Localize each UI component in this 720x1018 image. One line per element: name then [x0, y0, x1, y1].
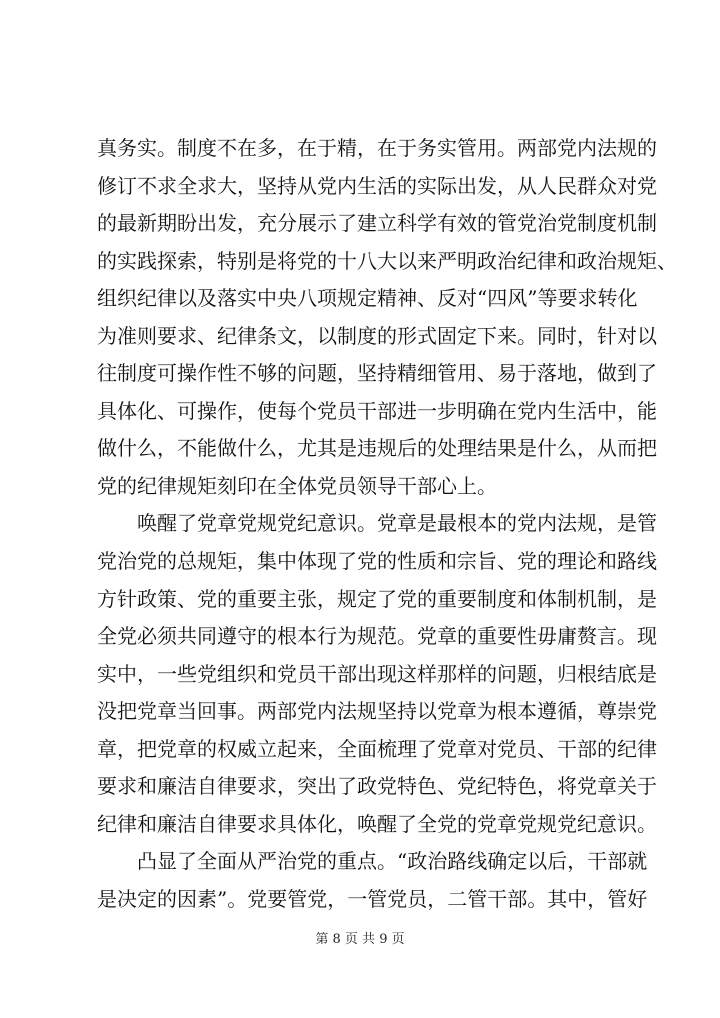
text-line: 为准则要求、纪律条文，以制度的形式固定下来。同时，针对以: [97, 323, 657, 348]
text-line: 实中，一些党组织和党员干部出现这样那样的问题，归根结底是: [97, 661, 657, 686]
body-text: [97, 130, 677, 918]
text-line: 真务实。制度不在多，在于精，在于务实管用。两部党内法规的: [97, 136, 657, 160]
text-line: 具体化、可操作，使每个党员干部进一步明确在党内生活中，能: [97, 398, 657, 423]
text-line: 组织纪律以及落实中央八项规定精神、反对“四风”等要求转化: [97, 286, 638, 311]
text-line: 没把党章当回事。两部党内法规坚持以党章为根本遵循，尊崇党: [97, 699, 657, 724]
text-line: 做什么，不能做什么，尤其是违规后的处理结果是什么，从而把: [97, 436, 657, 461]
text-line: 纪律和廉洁自律要求具体化，唤醒了全党的党章党规党纪意识。: [97, 811, 657, 836]
text-line: 章，把党章的权威立起来，全面梳理了党章对党员、干部的纪律: [97, 736, 657, 761]
text-line: 方针政策、党的重要主张，规定了党的重要制度和体制机制，是: [97, 586, 657, 611]
text-line: 的实践探索，特别是将党的十八大以来严明政治纪律和政治规矩、: [97, 248, 677, 273]
text-line: 凸显了全面从严治党的重点。“政治路线确定以后，干部就: [97, 849, 648, 874]
text-line: 全党必须共同遵守的根本行为规范。党章的重要性毋庸赘言。现: [97, 624, 657, 649]
text-line: 唤醒了党章党规党纪意识。党章是最根本的党内法规，是管: [97, 511, 657, 536]
text-line: 党治党的总规矩，集中体现了党的性质和宗旨、党的理论和路线: [97, 549, 657, 574]
text-line: 修订不求全求大，坚持从党内生活的实际出发，从人民群众对党: [97, 173, 657, 198]
text-line: 的最新期盼出发，充分展示了建立科学有效的管党治党制度机制: [97, 211, 657, 236]
text-line: 往制度可操作性不够的问题，坚持精细管用、易于落地，做到了: [97, 361, 657, 386]
text-line: 是决定的因素”。党要管党，一管党员，二管干部。其中，管好: [97, 886, 648, 911]
text-line: 党的纪律规矩刻印在全体党员领导干部心上。: [97, 473, 497, 498]
page-number-footer: 第 8 页 共 9 页: [315, 932, 405, 947]
text-line: 要求和廉洁自律要求，突出了政党特色、党纪特色，将党章关于: [97, 774, 657, 799]
